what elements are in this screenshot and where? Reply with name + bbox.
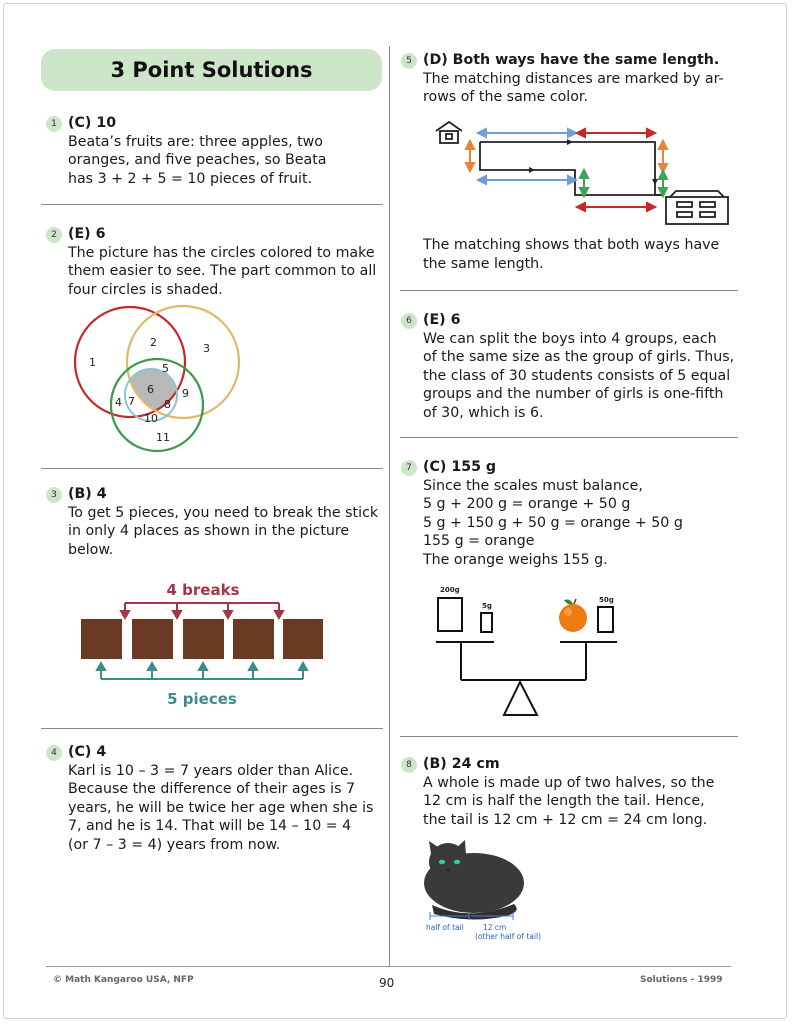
solution-text: the same length. bbox=[423, 255, 544, 272]
solution-text: Since the scales must balance, bbox=[423, 477, 643, 494]
solution-answer: (C) 10 bbox=[68, 115, 117, 131]
solution-text: four circles is shaded. bbox=[68, 281, 223, 298]
solution-text: 12 cm is half the length the tail. Hence, bbox=[423, 793, 705, 809]
solution-text: The matching distances are marked by ar- bbox=[423, 70, 724, 87]
solution-answer: (B) 4 bbox=[68, 486, 107, 502]
region-label: 7 bbox=[128, 395, 135, 408]
solution-text: years, he will be twice her age when she is bbox=[68, 799, 374, 816]
tail-label: 12 cm bbox=[483, 923, 507, 932]
solution-number: 1 bbox=[46, 116, 62, 132]
solution-text: Because the difference of their ages is 7 bbox=[68, 781, 356, 797]
solution-number: 2 bbox=[46, 227, 62, 243]
solution-text: 5 g + 200 g = orange + 50 g bbox=[423, 496, 631, 512]
breaks-label: 4 breaks bbox=[166, 581, 240, 599]
solution-text: groups and the number of girls is one-fifth bbox=[423, 386, 724, 402]
solution-number: 8 bbox=[401, 757, 417, 773]
region-label: 2 bbox=[150, 336, 157, 349]
solution-text: the tail is 12 cm + 12 cm = 24 cm long. bbox=[423, 811, 708, 828]
solution-number: 6 bbox=[401, 313, 417, 329]
region-label: 11 bbox=[156, 431, 170, 444]
solution-answer: (D) Both ways have the same length. bbox=[423, 52, 720, 68]
solution-text: rows of the same color. bbox=[423, 89, 588, 105]
region-label: 8 bbox=[164, 398, 171, 411]
solution-text: oranges, and five peaches, so Beata bbox=[68, 152, 327, 168]
page-title: 3 Point Solutions bbox=[41, 49, 382, 91]
pieces-label: 5 pieces bbox=[167, 690, 237, 708]
region-label: 5 bbox=[162, 362, 169, 375]
solution-text: 5 g + 150 g + 50 g = orange + 50 g bbox=[423, 514, 683, 531]
footer-divider bbox=[46, 966, 731, 967]
solution-text: the class of 30 students consists of 5 equal bbox=[423, 367, 731, 384]
solution-number: 5 bbox=[401, 53, 417, 69]
solution-text: The picture has the circles colored to make bbox=[68, 244, 375, 261]
solution-text: (or 7 – 3 = 4) years from now. bbox=[68, 836, 281, 853]
region-label: 6 bbox=[147, 383, 154, 396]
solution-text: 7, and he is 14. That will be 14 – 10 = 4 bbox=[68, 818, 352, 834]
solution-text: To get 5 pieces, you need to break the stick bbox=[68, 504, 379, 521]
region-label: 3 bbox=[203, 342, 210, 355]
solution-number: 3 bbox=[46, 487, 62, 503]
weight-label: 200g bbox=[440, 586, 460, 594]
region-label: 1 bbox=[89, 356, 96, 369]
solution-answer: (C) 4 bbox=[68, 744, 107, 760]
footer-copyright: © Math Kangaroo USA, NFP bbox=[53, 975, 194, 985]
solution-answer: (E) 6 bbox=[423, 312, 461, 328]
solution-text: of the same size as the group of girls. Thus, bbox=[423, 349, 735, 365]
solution-number: 7 bbox=[401, 460, 417, 476]
solution-text: in only 4 places as shown in the picture bbox=[68, 523, 350, 539]
solution-text: Beata’s fruits are: three apples, two bbox=[68, 133, 323, 150]
solution-text: A whole is made up of two halves, so the bbox=[423, 774, 715, 791]
cat-icon bbox=[424, 840, 524, 920]
solution-number: 4 bbox=[46, 745, 62, 761]
solution-text: We can split the boys into 4 groups, each bbox=[423, 330, 717, 347]
tail-label: half of tail bbox=[426, 923, 464, 932]
solution-answer: (B) 24 cm bbox=[423, 756, 500, 772]
solution-text: of 30, which is 6. bbox=[423, 404, 544, 421]
solution-text: has 3 + 2 + 5 = 10 pieces of fruit. bbox=[68, 170, 313, 187]
solution-text: The matching shows that both ways have bbox=[423, 237, 720, 253]
solution-text: The orange weighs 155 g. bbox=[423, 551, 608, 568]
weight-label: 5g bbox=[482, 602, 492, 610]
region-label: 9 bbox=[182, 387, 189, 400]
tail-label: (other half of tail) bbox=[475, 932, 541, 941]
region-label: 4 bbox=[115, 396, 122, 409]
region-label: 10 bbox=[144, 412, 158, 425]
solution-text: Karl is 10 – 3 = 7 years older than Alice. bbox=[68, 762, 354, 779]
weight-label: 50g bbox=[599, 596, 614, 604]
page-number: 90 bbox=[379, 976, 395, 990]
solution-text: them easier to see. The part common to all bbox=[68, 263, 377, 279]
solution-text: 155 g = orange bbox=[423, 533, 535, 549]
solution-text: below. bbox=[68, 541, 114, 558]
footer-section: Solutions - 1999 bbox=[640, 975, 723, 985]
solution-answer: (E) 6 bbox=[68, 226, 106, 242]
solution-answer: (C) 155 g bbox=[423, 459, 497, 475]
